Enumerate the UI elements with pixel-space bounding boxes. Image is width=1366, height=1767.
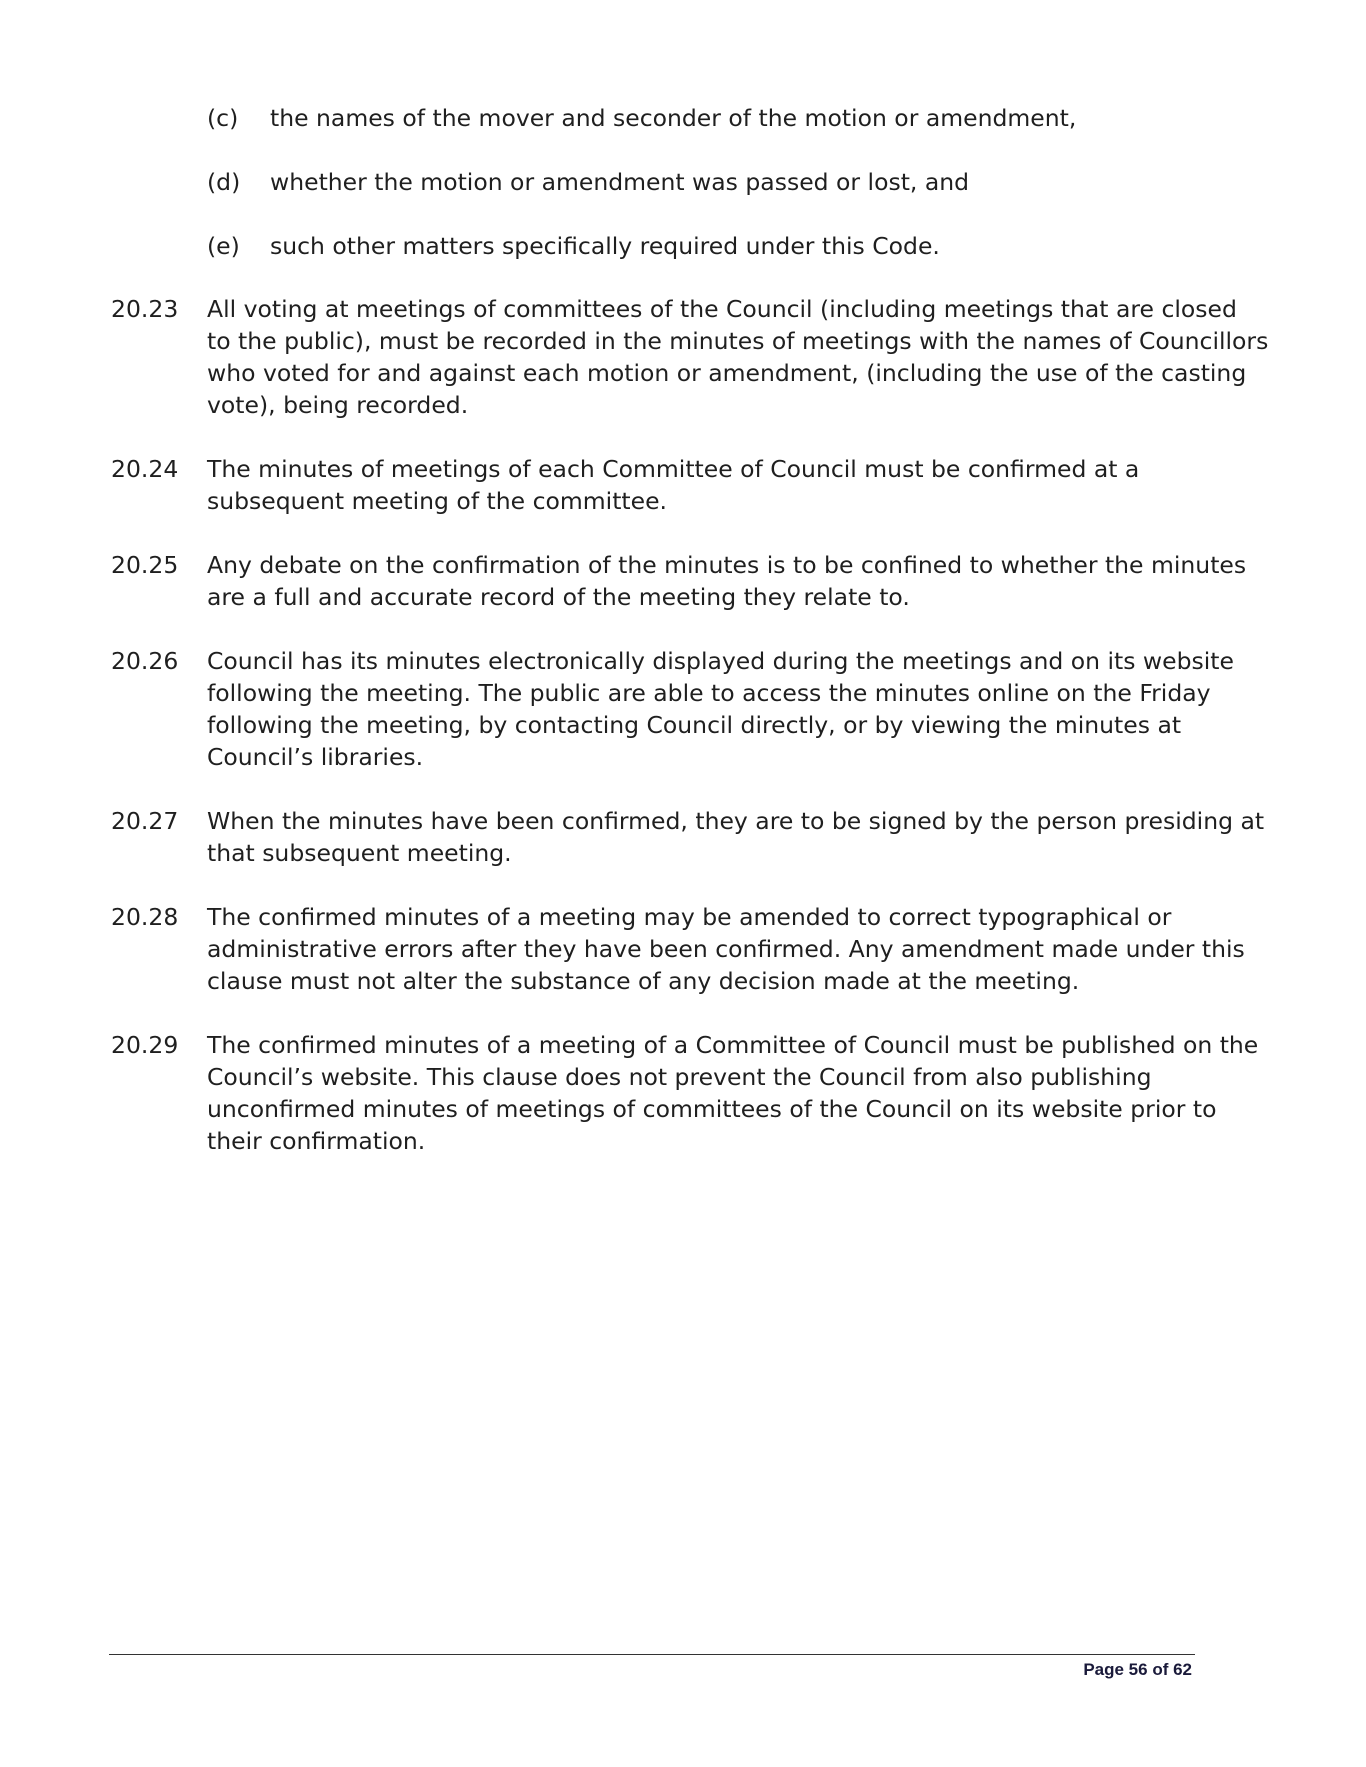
sub-item-text: whether the motion or amendment was passed or lost, and	[270, 168, 970, 196]
clause-number: 20.25	[111, 551, 179, 579]
clause-body	[207, 453, 1221, 517]
sub-item-text: such other matters specifically required under this Code.	[270, 232, 940, 260]
clause-body	[207, 645, 1234, 773]
clause-20-23	[111, 293, 1269, 421]
sub-item-d	[207, 166, 1207, 198]
clause-line: The minutes of meetings of each Committee of Council must be confirmed at a	[207, 455, 1140, 483]
clause-line: following the meeting, by contacting Council directly, or by viewing the minutes at	[207, 711, 1182, 739]
clause-line: who voted for and against each motion or amendment, (including the use of the casting	[207, 359, 1247, 387]
clause-20-28	[111, 901, 1245, 997]
clause-line: to the public), must be recorded in the minutes of meetings with the names of Councillors	[207, 327, 1269, 355]
page-number: Page 56 of 62	[1083, 1660, 1192, 1679]
clause-body	[207, 1029, 1259, 1157]
clause-line: following the meeting. The public are able to access the minutes online on the Friday	[207, 679, 1211, 707]
clause-line: When the minutes have been confirmed, they are to be signed by the person presiding at	[207, 807, 1265, 835]
clause-20-29	[111, 1029, 1259, 1157]
clause-line: All voting at meetings of committees of the Council (including meetings that are closed	[207, 295, 1237, 323]
clause-line: that subsequent meeting.	[207, 839, 512, 867]
clause-line: The confirmed minutes of a meeting may be amended to correct typographical or	[207, 903, 1172, 931]
clause-20-26	[111, 645, 1234, 773]
clause-line: their confirmation.	[207, 1127, 426, 1155]
clause-line: Council’s website. This clause does not prevent the Council from also publishing	[207, 1063, 1152, 1091]
clause-line: Council’s libraries.	[207, 743, 424, 771]
clause-body	[207, 805, 1265, 869]
clause-20-25	[111, 549, 1247, 613]
clause-line: are a full and accurate record of the meeting they relate to.	[207, 583, 910, 611]
clause-line: administrative errors after they have been confirmed. Any amendment made under this	[207, 935, 1245, 963]
clause-20-24	[111, 453, 1221, 517]
sub-item-c	[207, 102, 1207, 134]
clause-body	[207, 549, 1247, 613]
clause-20-27	[111, 805, 1265, 869]
clause-number: 20.27	[111, 807, 179, 835]
clause-line: subsequent meeting of the committee.	[207, 487, 668, 515]
clause-number: 20.28	[111, 903, 179, 931]
footer-divider	[109, 1654, 1195, 1655]
sub-item-label: (e)	[207, 232, 240, 260]
sub-item-text: the names of the mover and seconder of the motion or amendment,	[270, 104, 1077, 132]
clause-number: 20.24	[111, 455, 179, 483]
clause-number: 20.29	[111, 1031, 179, 1059]
clause-line: Council has its minutes electronically displayed during the meetings and on its website	[207, 647, 1234, 675]
clause-body	[207, 293, 1269, 421]
sub-item-label: (d)	[207, 168, 241, 196]
clause-number: 20.23	[111, 295, 179, 323]
sub-item-label: (c)	[207, 104, 239, 132]
clause-line: Any debate on the confirmation of the minutes is to be confined to whether the minutes	[207, 551, 1247, 579]
clause-line: The confirmed minutes of a meeting of a Committee of Council must be published on the	[207, 1031, 1259, 1059]
clause-number: 20.26	[111, 647, 179, 675]
clause-body	[207, 901, 1245, 997]
sub-item-e	[207, 230, 1207, 262]
clause-line: clause must not alter the substance of any decision made at the meeting.	[207, 967, 1080, 995]
clause-line: vote), being recorded.	[207, 391, 469, 419]
clause-line: unconfirmed minutes of meetings of committees of the Council on its website prior to	[207, 1095, 1217, 1123]
